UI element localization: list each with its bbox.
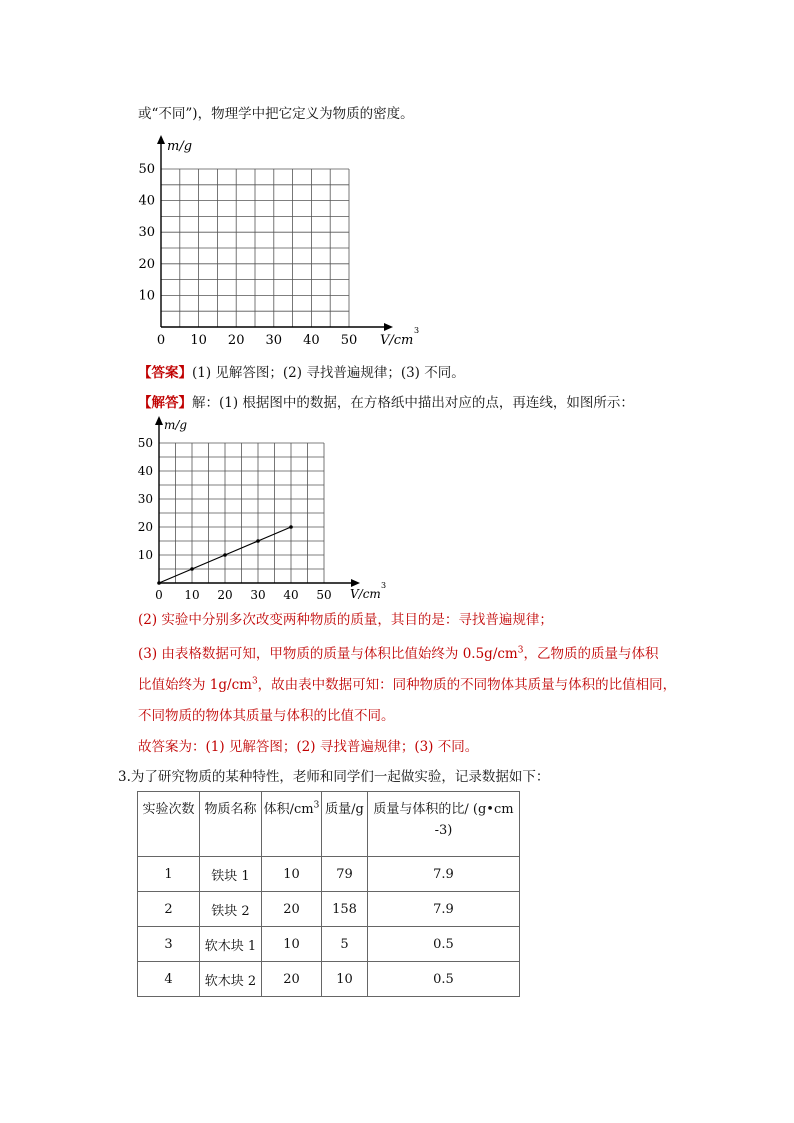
solution-text-4-sup: 3 (251, 676, 258, 687)
blank-x-tick-label: 20 (227, 333, 245, 348)
answer-x-tick-label: 0 (155, 588, 163, 602)
blank-y-tick-label: 50 (138, 162, 155, 177)
table-cell: 7.9 (368, 857, 520, 892)
solution-text-3b: ，乙物质的质量与体积 (523, 646, 659, 662)
table-cell: 7.9 (368, 892, 520, 927)
table-cell: 158 (322, 892, 368, 927)
answer-x-arrow (351, 579, 360, 587)
table-cell: 5 (322, 927, 368, 962)
answer-y-tick-label: 50 (137, 436, 153, 450)
answer-y-label: m/g (164, 418, 188, 432)
table-row (138, 962, 520, 997)
table-cell: 79 (322, 857, 368, 892)
answer-text: (1) 见解答图；(2) 寻找普遍规律；(3) 不同。 (192, 365, 465, 381)
table-header-cell (262, 792, 322, 857)
solution-line-3 (138, 644, 658, 664)
blank-y-tick-label: 30 (138, 225, 155, 241)
table-cell: 2 (138, 892, 200, 927)
answer-y-tick-label: 20 (137, 520, 153, 534)
answer-y-tick-label: 10 (137, 548, 153, 562)
table-cell: 10 (262, 927, 322, 962)
answer-tag: 【答案】 (138, 365, 192, 381)
table-header-ratio-unit: -3) (434, 823, 453, 838)
answer-x-tick-label: 10 (184, 588, 200, 602)
answer-y-arrow (155, 416, 163, 425)
data-table (137, 791, 520, 997)
answer-y-tick-label: 30 (137, 492, 153, 506)
answer-x-tick-label: 30 (250, 588, 266, 602)
blank-y-arrow (157, 135, 165, 144)
solution-line-1 (138, 393, 634, 413)
table-cell: 3 (138, 927, 200, 962)
table-header-cell: 物质名称 (200, 792, 262, 857)
answer-x-label: V/cm (350, 587, 381, 601)
blank-x-tick-label: 30 (265, 333, 283, 348)
question-3-text: 为了研究物质的某种特性，老师和同学们一起做实验，记录数据如下： (130, 769, 550, 785)
table-header-volume: 体积/cm (263, 802, 314, 817)
blank-x-arrow (384, 323, 393, 331)
blank-y-tick-label: 40 (138, 193, 155, 209)
question-3-number: 3. (118, 769, 131, 785)
table-header-cell: 质量/g (322, 792, 368, 857)
answer-y-tick-label: 40 (137, 464, 153, 478)
solution-text-4b: ，故由表中数据可知：同种物质的不同物体其质量与体积的比值相同， (257, 677, 677, 693)
table-cell: 4 (138, 962, 200, 997)
solution-text-1: 解：(1) 根据图中的数据，在方格纸中描出对应的点，再连线，如图所示： (192, 395, 634, 411)
solution-text-2: (2) 实验中分别多次改变两种物质的质量，其目的是：寻找普遍规律； (138, 612, 553, 628)
blank-y-tick-label: 20 (138, 256, 155, 272)
table-cell: 软木块 2 (200, 962, 262, 997)
blank-x-tick-label: 10 (190, 333, 207, 348)
solution-text-3a: (3) 由表格数据可知，甲物质的质量与体积比值始终为 0.5g/cm (138, 646, 518, 662)
table-header-row (138, 792, 520, 857)
table-cell: 铁块 2 (200, 892, 262, 927)
table-cell: 0.5 (368, 927, 520, 962)
blank-x-label: V/cm (380, 333, 414, 348)
solution-line-4 (138, 675, 676, 695)
solution-conclusion: 故答案为：(1) 见解答图；(2) 寻找普遍规律；(3) 不同。 (138, 739, 479, 755)
table-cell: 铁块 1 (200, 857, 262, 892)
solution-text-4a: 比值始终为 1g/cm (138, 677, 252, 693)
intro-text: 或“不同”)，物理学中把它定义为物质的密度。 (138, 106, 414, 122)
table-cell: 20 (262, 892, 322, 927)
table-cell: 20 (262, 962, 322, 997)
table-header-ratio: 质量与体积的比/ (g•cm (373, 802, 514, 817)
table-header-cell (368, 792, 520, 857)
table-header-cell: 实验次数 (138, 792, 200, 857)
data-point (289, 525, 293, 529)
table-cell: 0.5 (368, 962, 520, 997)
table-row (138, 892, 520, 927)
table-row (138, 857, 520, 892)
blank-x-tick-label: 40 (303, 333, 320, 348)
answer-x-tick-label: 20 (217, 588, 233, 602)
blank-y-tick-label: 10 (138, 288, 155, 304)
solution-text-3-sup: 3 (517, 645, 524, 656)
data-point (157, 581, 161, 585)
table-cell: 10 (262, 857, 322, 892)
answer-line (138, 363, 465, 383)
table-header-volume-sup: 3 (313, 800, 320, 811)
table-cell: 10 (322, 962, 368, 997)
blank-y-label: m/g (167, 139, 193, 154)
data-point (256, 539, 260, 543)
answer-x-tick-label: 50 (316, 588, 332, 602)
solution-tag: 【解答】 (138, 395, 192, 411)
table-row (138, 927, 520, 962)
blank-x-label-sup: 3 (414, 326, 420, 335)
table-cell: 软木块 1 (200, 927, 262, 962)
answer-x-tick-label: 40 (283, 588, 299, 602)
blank-graph (130, 132, 430, 352)
data-point (223, 553, 227, 557)
table-cell: 1 (138, 857, 200, 892)
solution-text-5: 不同物质的物体其质量与体积的比值不同。 (138, 708, 395, 724)
blank-x-tick-label: 0 (156, 333, 166, 348)
question-3 (118, 767, 549, 787)
answer-graph (130, 414, 400, 606)
answer-x-label-sup: 3 (381, 581, 387, 590)
data-point (190, 567, 194, 571)
blank-x-tick-label: 50 (340, 333, 358, 348)
blank-graph-grid (161, 169, 349, 327)
